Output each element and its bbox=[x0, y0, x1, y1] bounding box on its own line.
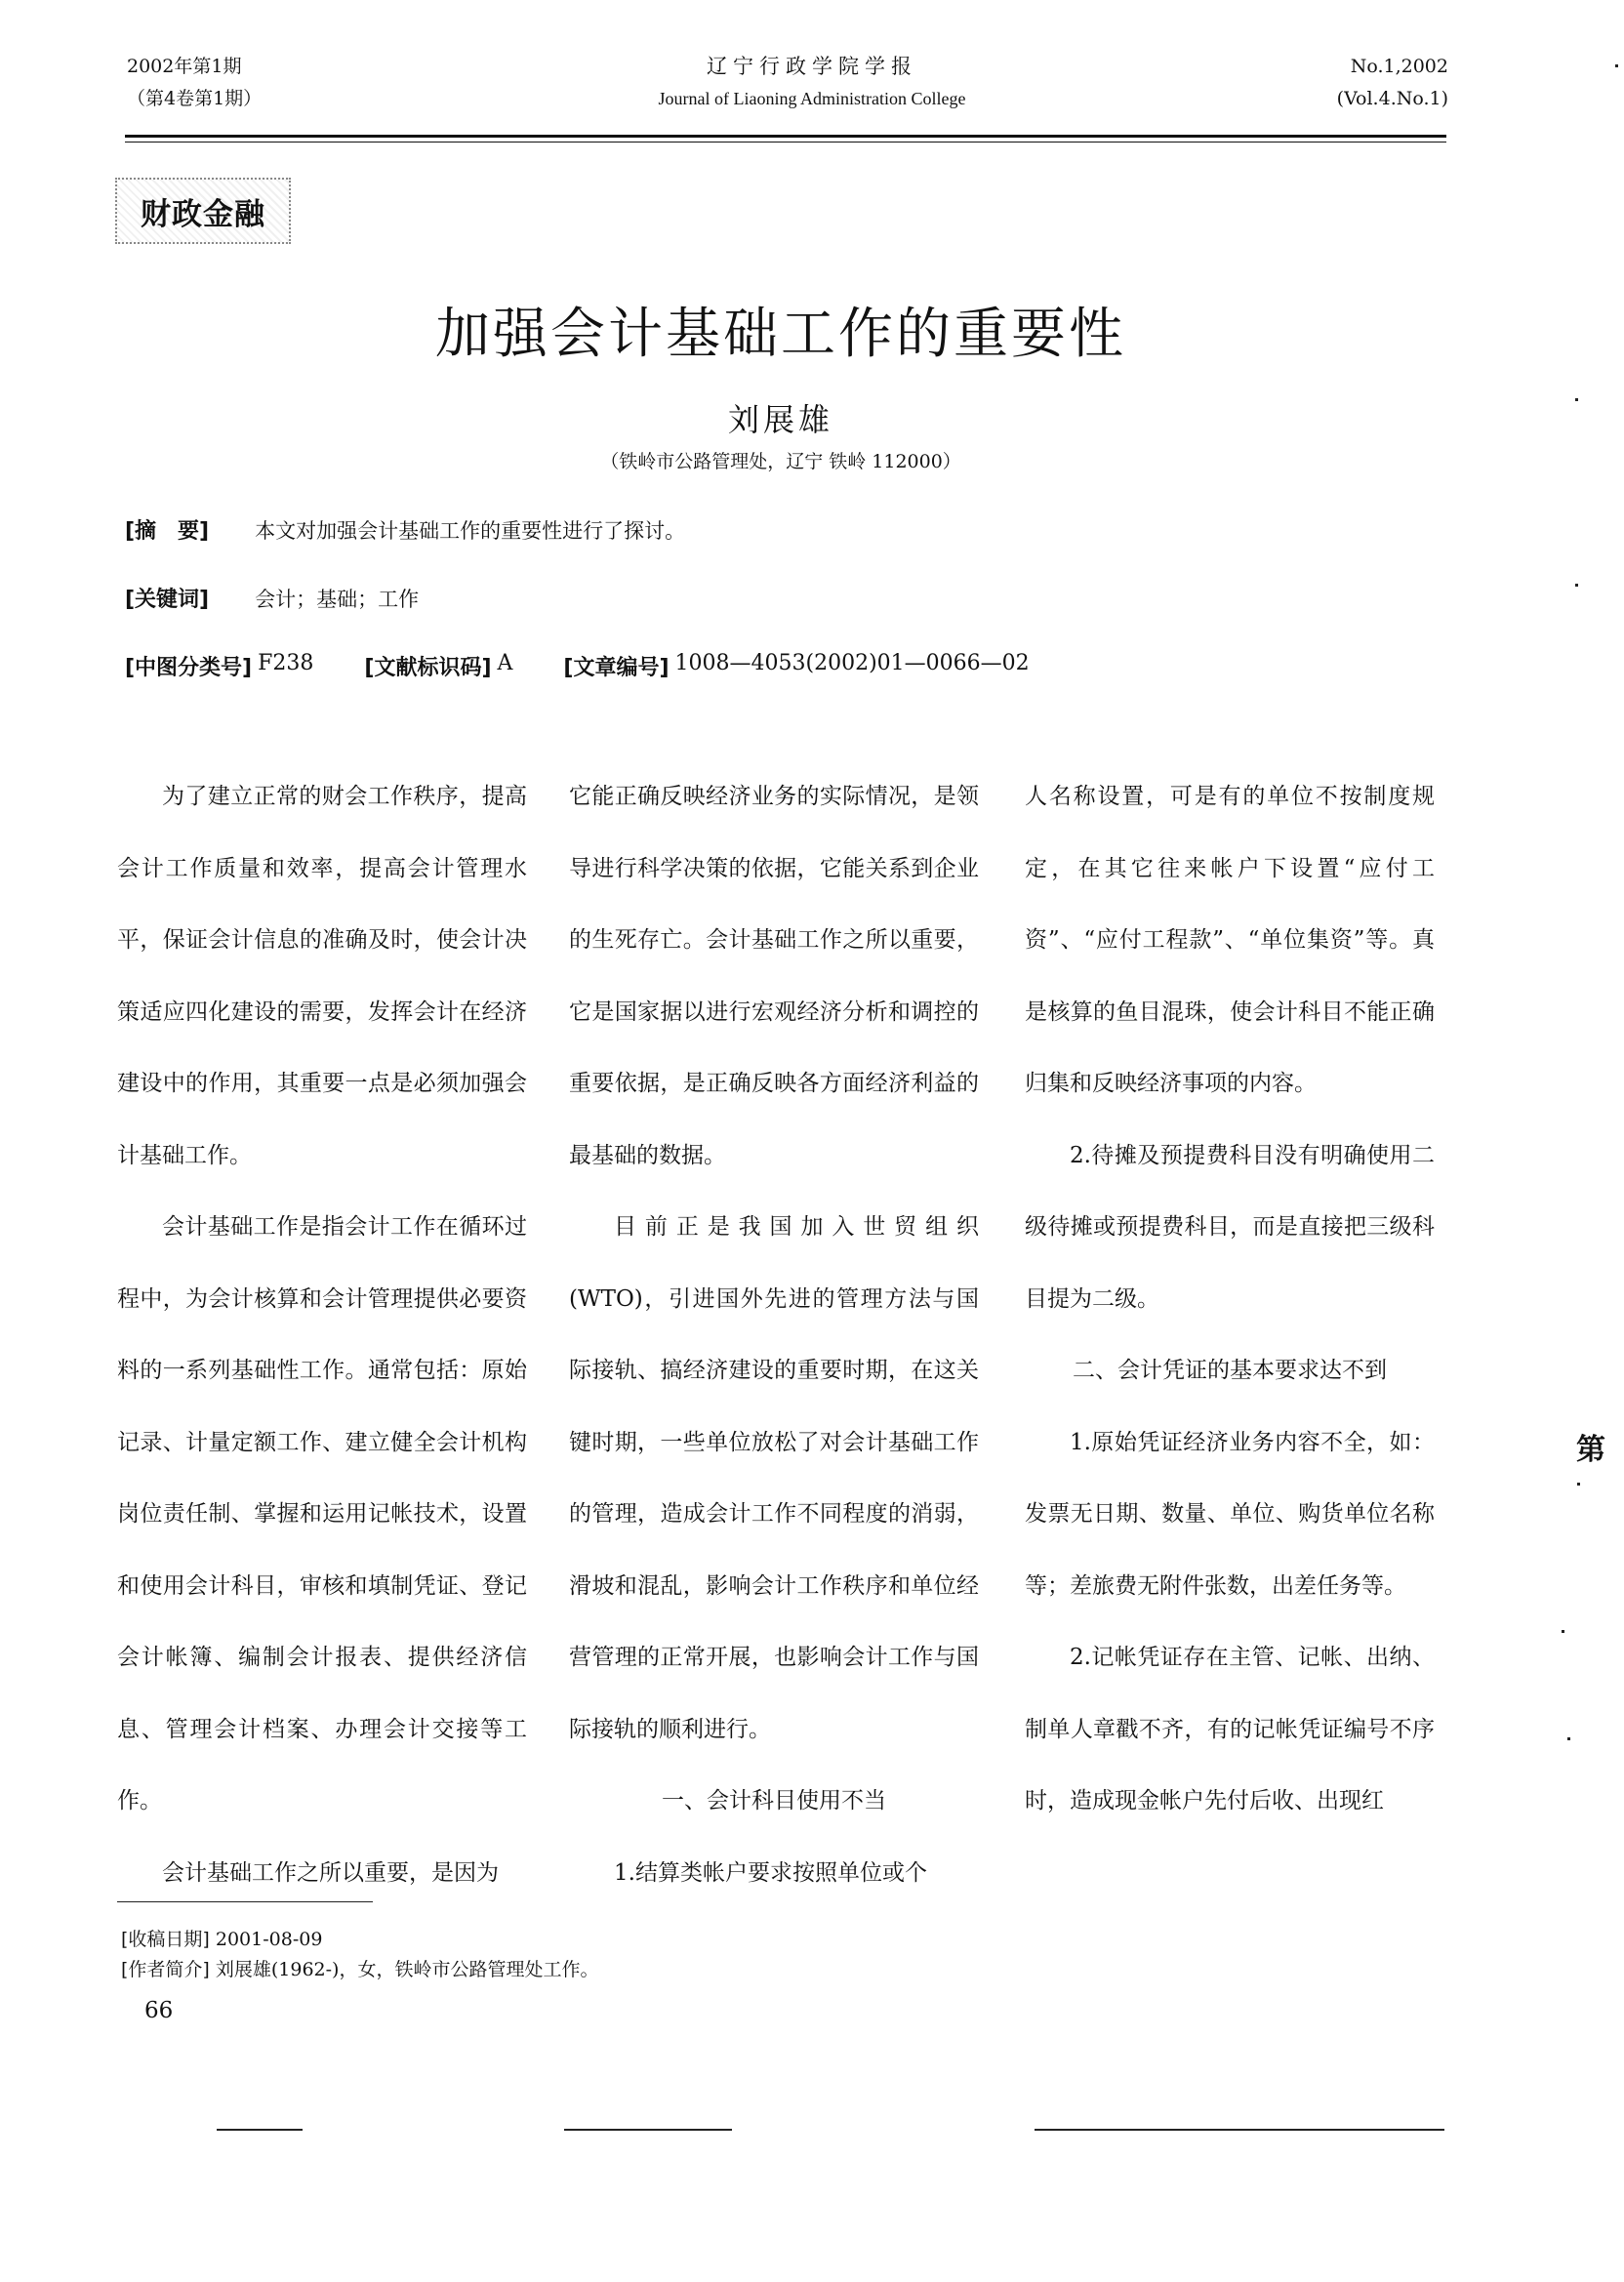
clc-value: F238 bbox=[258, 651, 314, 675]
body-column-3 bbox=[1025, 761, 1435, 1838]
scan-speck bbox=[1577, 1483, 1580, 1486]
keywords bbox=[125, 583, 419, 613]
page-number: 66 bbox=[144, 1998, 174, 2023]
paragraph: 为了建立正常的财会工作秩序，提高会计工作质量和效率，提高会计管理水平，保证会计信息的准确及时，使会计决策适应四化建设的需要，发挥会计在经济建设中的作用，其重要一点是必须加强会计基础工作。 bbox=[117, 784, 527, 1168]
scan-speck bbox=[1615, 64, 1618, 67]
paragraph: 目前正是我国加入世贸组织(WTO)，引进国外先进的管理方法与国际接轨、搞经济建设的重要时期，在这关键时期，一些单位放松了对会计基础工作的管理，造成会计工作不同程度的消弱，滑坡和混乱，影响会计工作秩序和单位经营管理的正常开展，也影响会计工作与国际接轨的顺利进行。 bbox=[569, 1214, 979, 1742]
abstract-text: 本文对加强会计基础工作的重要性进行了探讨。 bbox=[255, 519, 686, 543]
article-id-label: [文章编号] bbox=[563, 656, 670, 680]
received-label: [收稿日期] bbox=[121, 1929, 210, 1950]
header-number-info bbox=[1337, 51, 1448, 115]
body-column-2 bbox=[569, 761, 979, 1909]
scan-line bbox=[564, 2129, 732, 2131]
keywords-text: 会计；基础；工作 bbox=[255, 588, 420, 611]
section-tag: 财政金融 bbox=[115, 178, 291, 244]
footnote-rule bbox=[117, 1901, 373, 1902]
doc-code-label: [文献标识码] bbox=[364, 656, 492, 680]
paragraph: 会计基础工作之所以重要，是因为 bbox=[162, 1859, 499, 1886]
journal-name-cn: 辽宁行政学院学报 bbox=[707, 55, 917, 78]
section-heading: 二、会计凭证的基本要求达不到 bbox=[1073, 1358, 1387, 1383]
scan-speck bbox=[1575, 584, 1578, 587]
paragraph: 1.原始凭证经济业务内容不全，如：发票无日期、数量、单位、购货单位名称等；差旅费无附件张数，出差任务等。 bbox=[1025, 1429, 1435, 1599]
classification-line bbox=[125, 651, 1030, 681]
header-rule-thick bbox=[125, 135, 1446, 138]
header-volume: （第4卷第1期） bbox=[127, 88, 263, 109]
header-rule-thin bbox=[125, 142, 1446, 143]
paragraph: 人名称设置，可是有的单位不按制度规定，在其它往来帐户下设置“应付工资”、“应付工程款”、“单位集资”等。真是核算的鱼目混珠，使会计科目不能正确归集和反映经济事项的内容。 bbox=[1025, 784, 1435, 1096]
paragraph: 会计基础工作是指会计工作在循环过程中，为会计核算和会计管理提供必要资料的一系列基础性工作。通常包括：原始记录、计量定额工作、建立健全会计机构岗位责任制、掌握和运用记帐技术，设置和使用会计科目，审核和填制凭证、登记会计帐簿、编制会计报表、提供经济信息、管理会计档案、办理会计交接等工作。 bbox=[117, 1214, 527, 1813]
scan-speck bbox=[1562, 1630, 1564, 1633]
paragraph: 2.记帐凭证存在主管、记帐、出纳、制单人章戳不齐，有的记帐凭证编号不序时，造成现金帐户先付后收、出现红 bbox=[1025, 1645, 1435, 1813]
received-date: 2001-08-09 bbox=[215, 1929, 323, 1950]
header-issue: 2002年第1期 bbox=[127, 56, 242, 77]
abstract bbox=[125, 514, 685, 545]
header-number: No.1,2002 bbox=[1350, 56, 1448, 77]
abstract-label: [摘 要] bbox=[125, 519, 210, 544]
article-title: 加强会计基础工作的重要性 bbox=[435, 303, 1126, 366]
scan-line bbox=[217, 2129, 303, 2131]
keywords-label: [关键词] bbox=[125, 588, 210, 612]
header-vol-no: (Vol.4.No.1) bbox=[1336, 88, 1448, 109]
paragraph: 1.结算类帐户要求按照单位或个 bbox=[614, 1859, 927, 1886]
paragraph: 2.待摊及预提费科目没有明确使用二级待摊或预提费科目，而是直接把三级科目提为二级。 bbox=[1025, 1142, 1435, 1312]
section-heading: 一、会计科目使用不当 bbox=[662, 1788, 886, 1813]
journal-name-en: Journal of Liaoning Administration College bbox=[658, 89, 966, 108]
footnote-received bbox=[121, 1925, 322, 1951]
clc-label: [中图分类号] bbox=[125, 656, 253, 680]
doc-code-value: A bbox=[497, 651, 513, 675]
article-id-value: 1008—4053(2002)01—0066—02 bbox=[674, 651, 1030, 675]
body-column-1 bbox=[117, 761, 527, 1909]
author-bio-text: 刘展雄(1962-)，女，铁岭市公路管理处工作。 bbox=[215, 1959, 599, 1980]
adjacent-page-fragment: 第 bbox=[1576, 1433, 1605, 1467]
paragraph: 它能正确反映经济业务的实际情况，是领导进行科学决策的依据，它能关系到企业的生死存亡。会计基础工作之所以重要，它是国家据以进行宏观经济分析和调控的重要依据，是正确反映各方面经济利益的最基础的数据。 bbox=[569, 784, 979, 1168]
footnote-author-bio bbox=[121, 1955, 598, 1981]
scan-line bbox=[1035, 2129, 1444, 2131]
article-author: 刘展雄 bbox=[727, 401, 833, 438]
scan-speck bbox=[1575, 398, 1578, 401]
author-affiliation: （铁岭市公路管理处，辽宁 铁岭 112000） bbox=[600, 451, 961, 472]
scan-speck bbox=[1567, 1737, 1570, 1740]
author-bio-label: [作者简介] bbox=[121, 1959, 210, 1980]
